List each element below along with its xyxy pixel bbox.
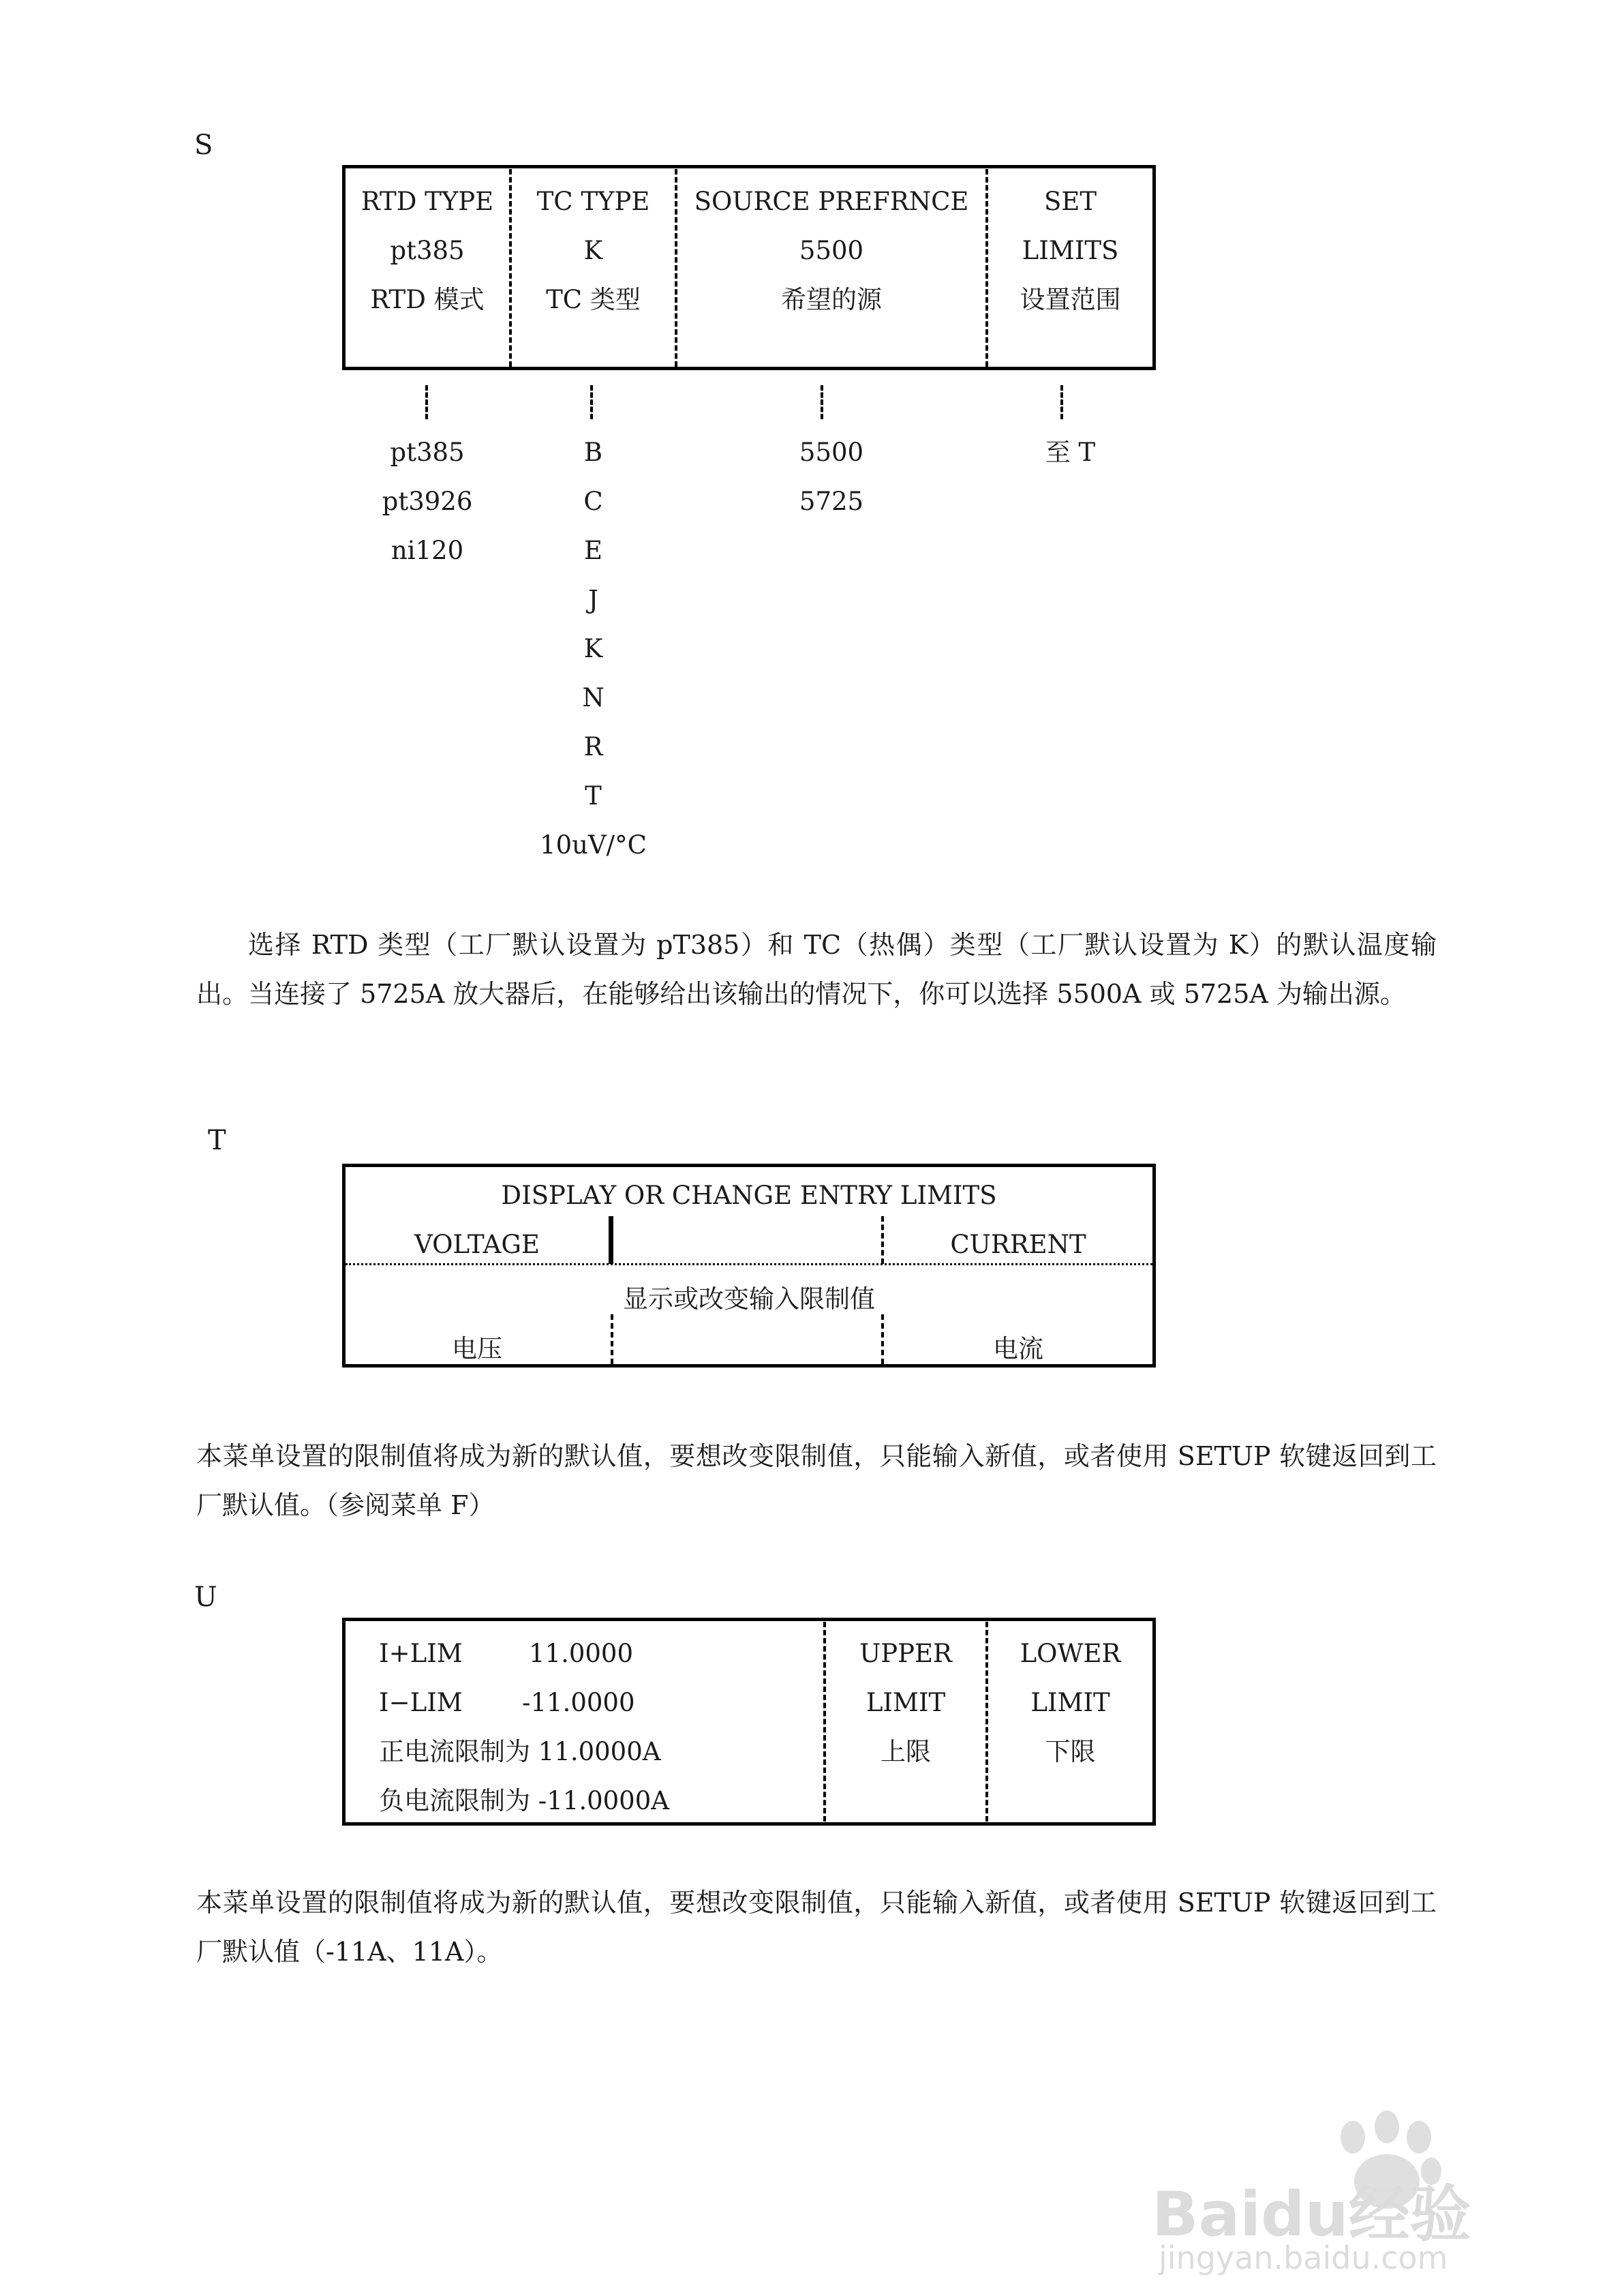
menu-s-item-rtd-type[interactable] — [346, 177, 509, 324]
option-item[interactable]: pt385 — [390, 438, 465, 467]
lower-limit-line: 下限 — [1045, 1737, 1096, 1766]
option-connector — [1060, 385, 1063, 419]
section-t-letter: T — [208, 1125, 226, 1156]
option-item[interactable]: 至 T — [1045, 438, 1096, 467]
menu-s-item-line: 希望的源 — [781, 285, 882, 314]
watermark-brand: Baidu经验 — [1152, 2179, 1471, 2250]
current-limits-display — [379, 1629, 815, 1826]
section-s-letter: S — [194, 130, 213, 161]
option-item[interactable]: 5500 — [799, 438, 864, 467]
menu-s-item-line: TC TYPE — [536, 187, 650, 216]
menu-s-item-line: K — [583, 236, 603, 265]
source-preference-options — [677, 428, 985, 526]
current-softkey[interactable]: CURRENT — [950, 1230, 1086, 1259]
option-connector — [590, 385, 593, 419]
section-u-paragraph: 本菜单设置的限制值将成为新的默认值，要想改变限制值，只能输入新值，或者使用 SETUP 软键返回到工厂默认值（-11A、11A）。 — [196, 1888, 1437, 1967]
menu-s-item-line: RTD 模式 — [370, 285, 485, 314]
negative-limit-row — [379, 1678, 815, 1727]
upper-limit-softkey[interactable] — [826, 1629, 985, 1777]
menu-s-item-line: SET — [1043, 187, 1097, 216]
baidu-watermark — [1152, 2100, 1533, 2277]
option-item[interactable]: T — [585, 781, 602, 811]
menu-s-item-line: RTD TYPE — [361, 187, 494, 216]
option-item[interactable]: C — [583, 487, 603, 516]
option-item[interactable]: E — [583, 536, 602, 565]
lower-limit-line: LOWER — [1020, 1639, 1121, 1668]
option-item[interactable]: N — [582, 683, 605, 712]
upper-limit-line: LIMIT — [866, 1688, 946, 1717]
positive-limit-label: I+LIM — [379, 1639, 463, 1668]
lower-limit-line: LIMIT — [1030, 1688, 1110, 1717]
section-u-letter: U — [194, 1582, 217, 1613]
negative-limit-cn: 负电流限制为 -11.0000A — [379, 1786, 669, 1815]
upper-limit-line: 上限 — [881, 1737, 931, 1766]
menu-t-title-cn: 显示或改变输入限制值 — [623, 1284, 875, 1314]
option-item[interactable]: ni120 — [391, 536, 464, 565]
menu-s-item-line: 设置范围 — [1020, 285, 1121, 314]
option-connector — [425, 385, 428, 419]
set-limits-options — [988, 428, 1152, 477]
option-item[interactable]: pt3926 — [382, 487, 473, 516]
menu-s-item-set-limits[interactable] — [988, 177, 1152, 324]
option-item[interactable]: 5725 — [799, 487, 864, 516]
menu-s-item-line: TC 类型 — [546, 285, 641, 314]
positive-limit-cn: 正电流限制为 11.0000A — [379, 1737, 661, 1766]
option-connector — [821, 385, 823, 419]
menu-s-item-line: LIMITS — [1022, 236, 1119, 265]
voltage-label-cn: 电压 — [452, 1334, 502, 1363]
section-s-paragraph: 选择 RTD 类型（工厂默认设置为 pT385）和 TC（热偶）类型（工厂默认设置为 K）的默认温度输出。当连接了 5725A 放大器后，在能够给出该输出的情况下，你可以选择 5500A 或 5725A 为输出源。 — [196, 930, 1437, 1009]
lower-limit-softkey[interactable] — [988, 1629, 1152, 1777]
menu-s-item-line: SOURCE PREFRNCE — [694, 187, 969, 216]
option-item[interactable]: R — [583, 732, 603, 761]
current-label-cn: 电流 — [993, 1334, 1043, 1363]
watermark-url: jingyan.baidu.com — [1159, 2239, 1448, 2276]
option-item[interactable]: K — [583, 634, 603, 663]
section-t-paragraph: 本菜单设置的限制值将成为新的默认值，要想改变限制值，只能输入新值，或者使用 SETUP 软键返回到工厂默认值。（参阅菜单 F） — [196, 1441, 1437, 1520]
option-item[interactable]: J — [588, 585, 598, 614]
positive-limit-row — [379, 1629, 815, 1678]
menu-s-item-tc-type[interactable] — [512, 177, 675, 324]
positive-limit-value: 11.0000 — [529, 1639, 634, 1668]
menu-s-item-line: 5500 — [799, 236, 864, 265]
negative-limit-label: I−LIM — [379, 1688, 463, 1717]
negative-limit-value: -11.0000 — [522, 1688, 635, 1717]
voltage-softkey[interactable]: VOLTAGE — [414, 1230, 540, 1259]
menu-t-title: DISPLAY OR CHANGE ENTRY LIMITS — [501, 1181, 997, 1210]
rtd-type-options — [346, 428, 509, 575]
upper-limit-line: UPPER — [859, 1639, 952, 1668]
tc-type-options — [512, 428, 675, 870]
option-item[interactable]: 10uV/°C — [540, 830, 647, 860]
menu-s-item-line: pt385 — [390, 236, 465, 265]
menu-t-softkey-divider — [609, 1216, 613, 1264]
option-item[interactable]: B — [583, 438, 603, 467]
menu-s-item-source-preference[interactable] — [677, 177, 985, 324]
